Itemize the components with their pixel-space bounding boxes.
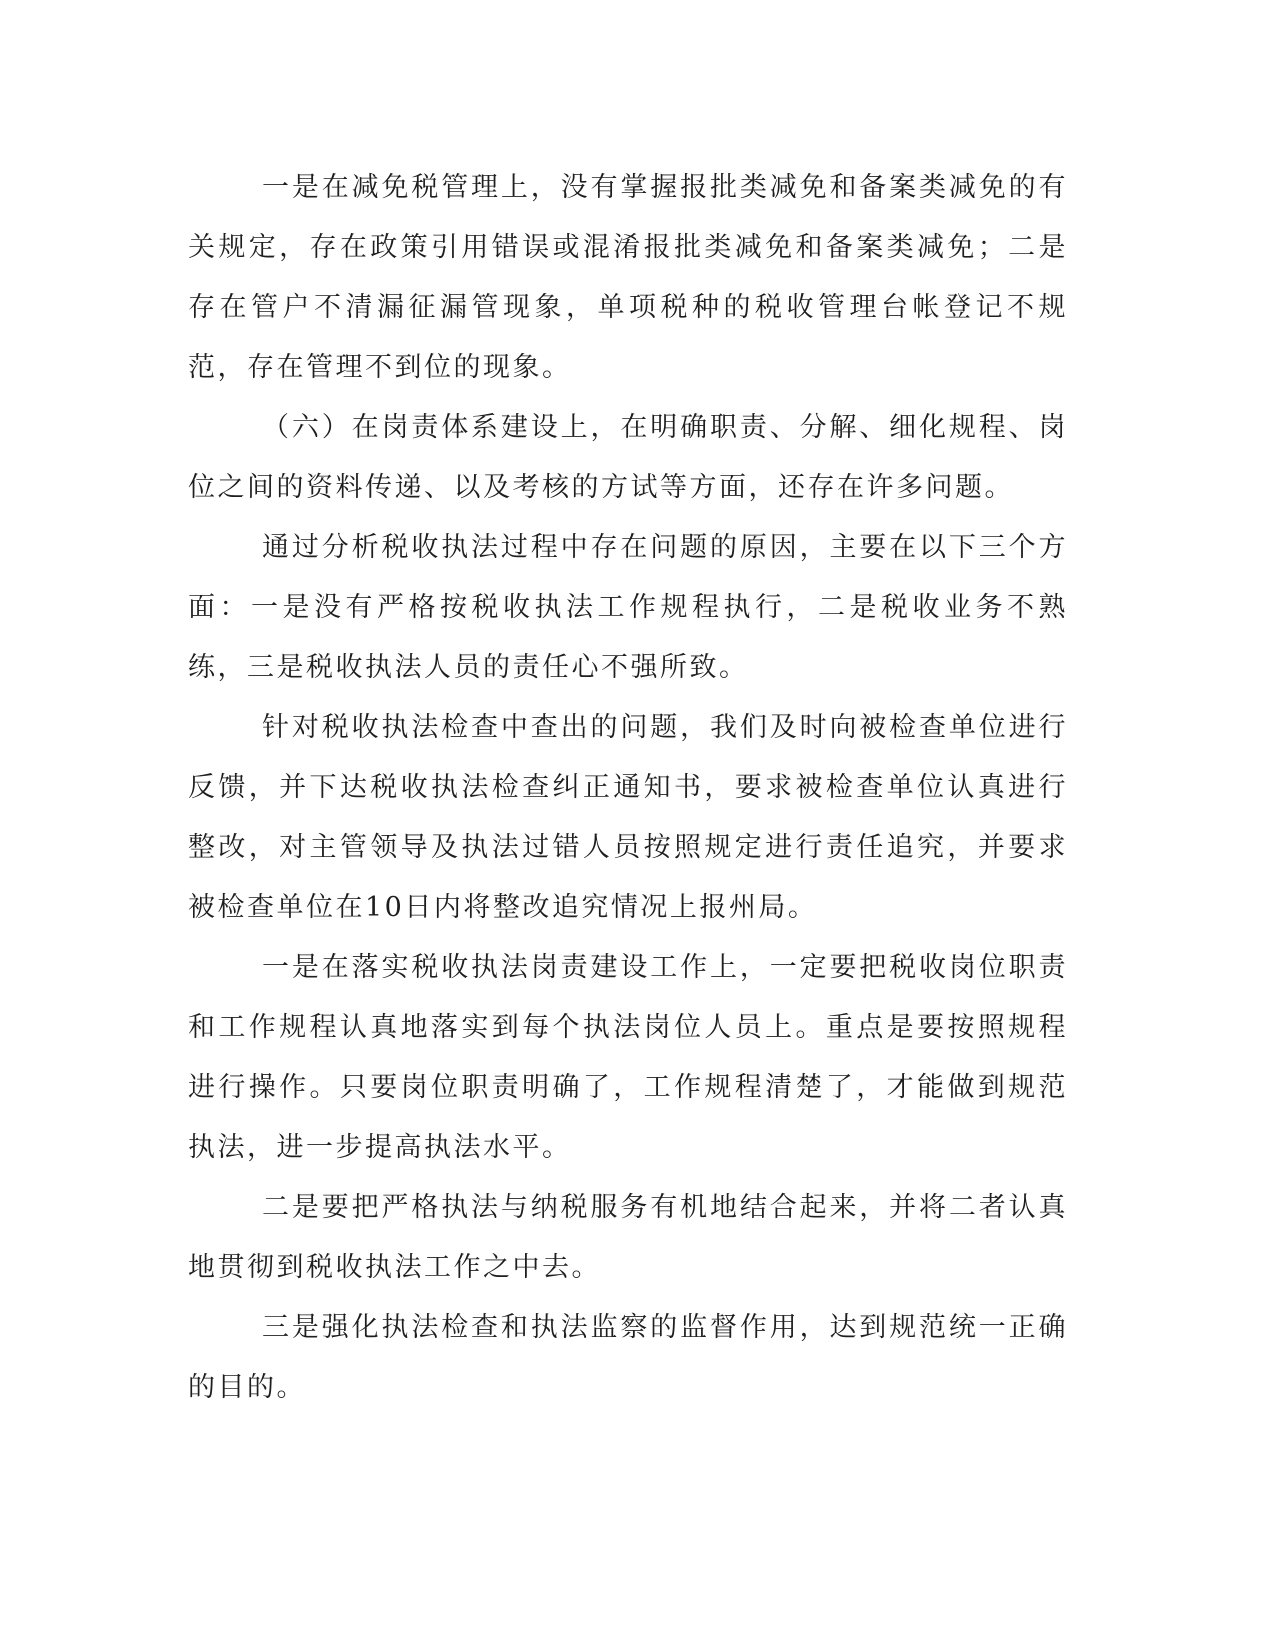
paragraph-measure-two: 二是要把严格执法与纳税服务有机地结合起来，并将二者认真地贯彻到税收执法工作之中去。 [188, 1192, 1068, 1283]
paragraph-measure-one: 一是在落实税收执法岗责建设工作上，一定要把税收岗位职责和工作规程认真地落实到每个执法岗位人员上。重点是要按照规程进行操作。只要岗位职责明确了，工作规程清楚了，才能做到规范执法，进一步提高执法水平。 [188, 952, 1068, 1163]
paragraph-rectification-feedback: 针对税收执法检查中查出的问题，我们及时向被检查单位进行反馈，并下达税收执法检查纠正通知书，要求被检查单位认真进行整改，对主管领导及执法过错人员按照规定进行责任追究，并要求被检查单位在10日内将整改追究情况上报州局。 [188, 712, 1068, 923]
paragraph-cause-analysis: 通过分析税收执法过程中存在问题的原因，主要在以下三个方面：一是没有严格按税收执法工作规程执行，二是税收业务不熟练，三是税收执法人员的责任心不强所致。 [188, 532, 1068, 683]
paragraph-measure-three: 三是强化执法检查和执法监察的监督作用，达到规范统一正确的目的。 [188, 1312, 1068, 1403]
paragraph-tax-relief-issues: 一是在减免税管理上，没有掌握报批类减免和备案类减免的有关规定，存在政策引用错误或混淆报批类减免和备案类减免；二是存在管户不清漏征漏管现象，单项税种的税收管理台帐登记不规范，存在管理不到位的现象。 [188, 172, 1068, 383]
paragraph-post-responsibility-system: （六）在岗责体系建设上，在明确职责、分解、细化规程、岗位之间的资料传递、以及考核的方试等方面，还存在许多问题。 [188, 412, 1068, 503]
document-body [188, 158, 1068, 1418]
